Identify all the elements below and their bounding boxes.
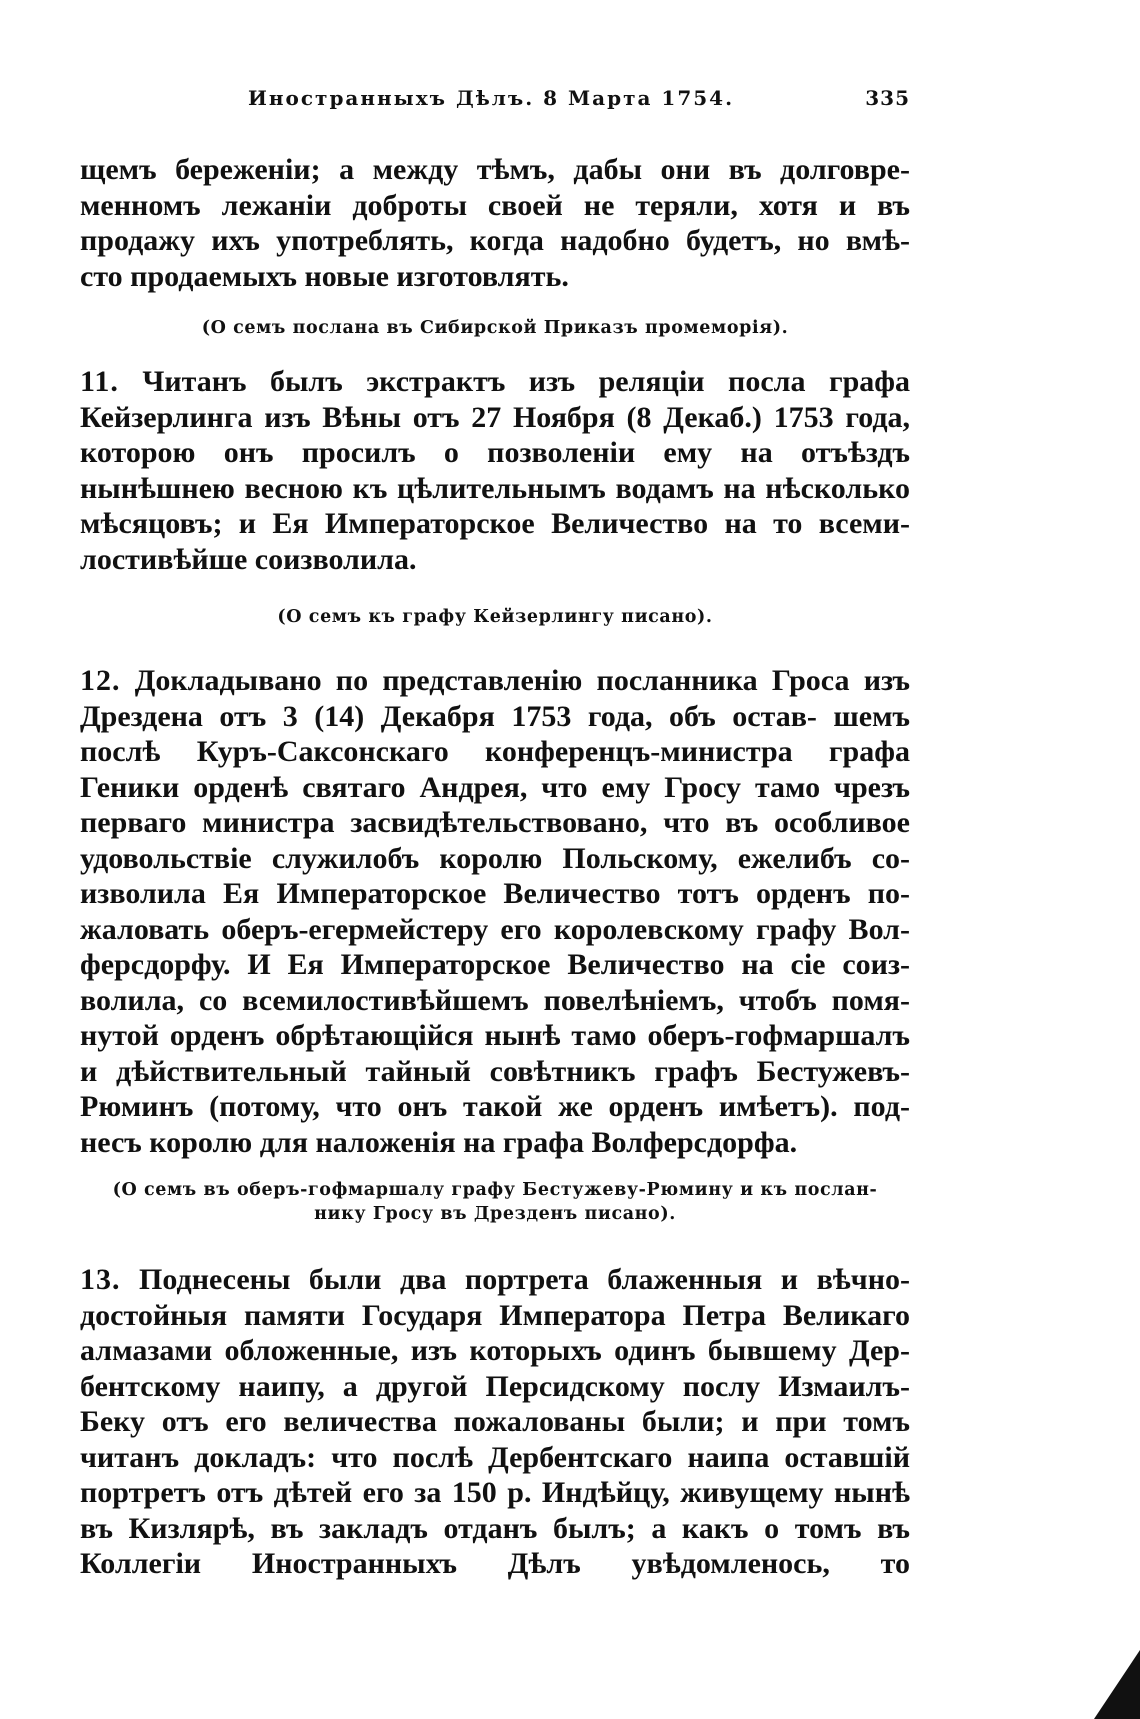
text-line: достойныя памяти Государя Императора Петра Великаго [80, 1298, 910, 1332]
text-line: нынѣшнею весною къ цѣлительнымъ водамъ на нѣсколько [80, 471, 910, 505]
text-line: бентскому наипу, а другой Персидскому послу Измаилъ- [80, 1369, 910, 1403]
text-line: менномъ лежаніи доброты своей не теряли, хотя и въ [80, 188, 910, 222]
body-text [80, 152, 910, 1582]
item-number: 11. [80, 365, 119, 398]
paragraph-11 [80, 364, 910, 577]
text-line: перваго министра засвидѣтельствовано, что въ особливое [80, 806, 910, 839]
text-line: мѣсяцовъ; и Ея Императорское Величество на то всеми- [80, 507, 910, 540]
note-2 [80, 605, 910, 629]
text-line: шемъ послѣ Куръ-Саксонскаго конференцъ-министра графа [80, 699, 910, 768]
text-line: изволила Ея Императорское Величество тотъ орденъ по- [80, 877, 910, 910]
text-line: читанъ докладъ: что послѣ Дербентскаго наипа оставшій [80, 1440, 910, 1474]
note-line: (О семъ къ графу Кейзерлингу писано). [277, 607, 713, 627]
page-header [80, 84, 910, 116]
text-line: лостивѣйше соизволила. [80, 542, 417, 576]
text-line: Докладывано по представленію посланника Гроса [134, 664, 850, 697]
text-line: года, которою онъ просилъ о позволеніи ему на отъѣздъ [80, 400, 911, 469]
note-line: (О семъ послана въ Сибирской Приказъ промеморія). [201, 318, 789, 338]
text-line: нынѣ въ Кизлярѣ, въ закладъ отданъ былъ; а какъ о [80, 1476, 911, 1545]
text-line: Рюминъ (потому, что онъ такой же орденъ имѣетъ). под- [80, 1090, 910, 1123]
text-line: портретъ отъ дѣтей его за 150 р. Индѣйцу, живущему [80, 1476, 824, 1509]
text-line: алмазами обложенные, изъ которыхъ одинъ бывшему Дер- [80, 1334, 910, 1367]
text-line: Поднесены были два портрета блаженныя и вѣчно- [139, 1263, 910, 1296]
note-3 [80, 1178, 910, 1226]
text-line: щемъ береженіи; а между тѣмъ, дабы они въ долговре- [80, 153, 910, 186]
text-line: несъ королю для наложенія на графа Волферсдорфа. [80, 1125, 798, 1159]
text-line: Беку отъ его величества пожалованы были; и при томъ [80, 1405, 910, 1438]
text-line: изъ Дрездена отъ 3 (14) Декабря 1753 года, объ остав- [80, 664, 911, 733]
scan-edge-mark [1094, 1650, 1140, 1719]
item-number: 13. [80, 1263, 121, 1296]
running-head: Иностранныхъ Дѣлъ. 8 Марта 1754. [248, 86, 735, 110]
note-line: нику Гросу въ Дрезденъ писано). [314, 1204, 676, 1224]
paragraph-13 [80, 1262, 910, 1582]
text-line: удовольствіе служилобъ королю Польскому, ежелибъ со- [80, 841, 910, 875]
text-line: сто продаемыхъ новые изготовлять. [80, 259, 569, 293]
text-line: жаловать оберъ-егермейстеру его королевскому графу Вол- [80, 912, 910, 946]
paragraph-12 [80, 663, 910, 1160]
text-line: ферсдорфу. И Ея Императорское Величество на сіе соиз- [80, 948, 910, 981]
text-line: волила, со всемилостивѣйшемъ повелѣніемъ, чтобъ помя- [80, 983, 910, 1017]
text-line: нутой орденъ обрѣтающійся нынѣ тамо оберъ-гофмаршалъ [80, 1019, 910, 1052]
page-number: 335 [865, 86, 910, 110]
paragraph-continuation [80, 152, 910, 294]
item-number: 12. [80, 664, 121, 697]
text-line: томъ въ Коллегіи Иностранныхъ Дѣлъ увѣдомленось, то [80, 1511, 911, 1580]
text-line: и дѣйствительный тайный совѣтникъ графъ Бестужевъ- [80, 1054, 910, 1088]
text-line: Кейзерлинга изъ Вѣны отъ 27 Ноября (8 Декаб.) 1753 [80, 400, 834, 434]
note-line: (О семъ въ оберъ-гофмаршалу графу Бестужеву-Рюмину и къ послан- [112, 1180, 878, 1200]
text-line: продажу ихъ употреблять, когда надобно будетъ, но вмѣ- [80, 224, 910, 257]
text-line: Геники орденѣ святаго Андрея, что ему Гросу тамо чрезъ [80, 770, 910, 804]
note-1 [80, 316, 910, 340]
text-line: Читанъ былъ экстрактъ изъ реляціи посла графа [142, 365, 911, 398]
